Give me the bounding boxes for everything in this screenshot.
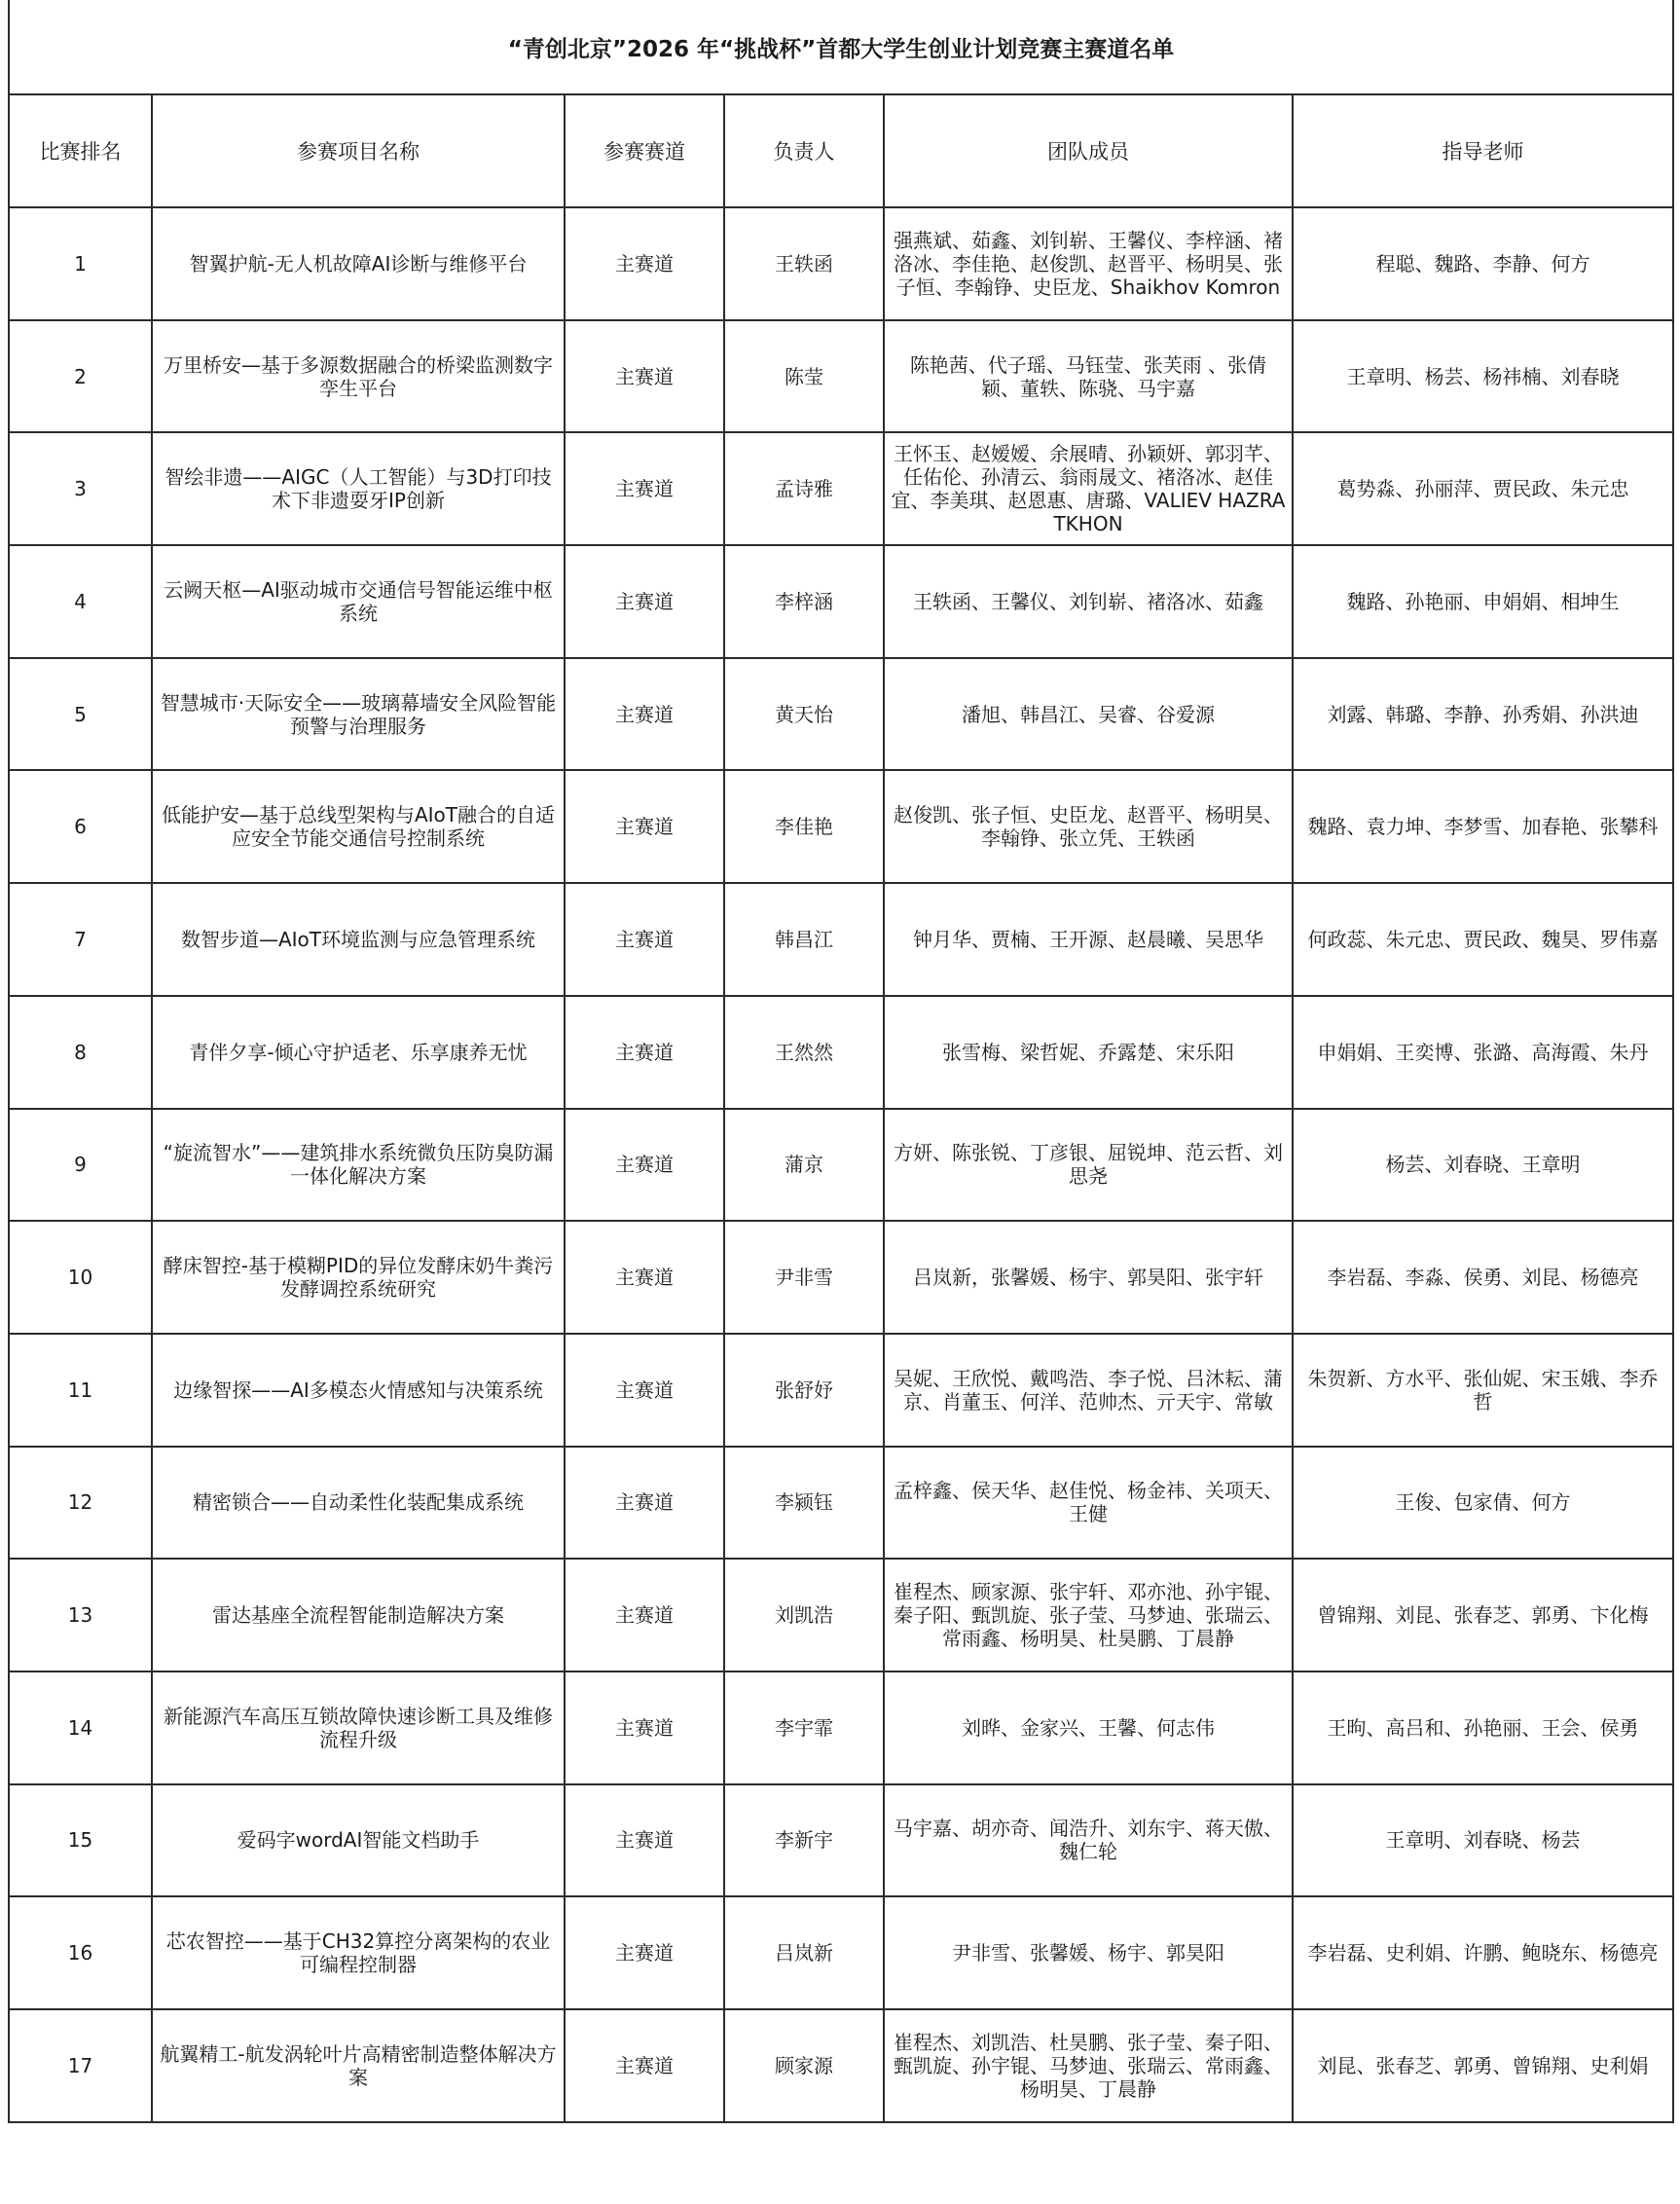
cell-rank: 14 bbox=[9, 1671, 152, 1784]
cell-project-name: 智翼护航-无人机故障AI诊断与维修平台 bbox=[152, 207, 565, 320]
cell-advisors: 曾锦翔、刘昆、张春芝、郭勇、卞化梅 bbox=[1293, 1559, 1673, 1671]
cell-team-members: 陈艳茜、代子瑶、马钰莹、张芙雨 、张倩颖、董轶、陈骁、马宇嘉 bbox=[884, 320, 1293, 433]
cell-project-name: 新能源汽车高压互锁故障快速诊断工具及维修流程升级 bbox=[152, 1671, 565, 1784]
cell-rank: 8 bbox=[9, 996, 152, 1109]
table-row bbox=[9, 1896, 1673, 2009]
cell-team-members: 赵俊凯、张子恒、史臣龙、赵晋平、杨明昊、李翰铮、张立凭、王轶函 bbox=[884, 770, 1293, 883]
cell-project-name: 数智步道—AIoT环境监测与应急管理系统 bbox=[152, 883, 565, 996]
cell-rank: 4 bbox=[9, 545, 152, 658]
cell-team-members: 强燕斌、茹鑫、刘钊崭、王馨仪、李梓涵、褚洛冰、李佳艳、赵俊凯、赵晋平、杨明昊、张子恒、李翰铮、史臣龙、Shaikhov Komron bbox=[884, 207, 1293, 320]
cell-team-members: 崔程杰、刘凯浩、杜昊鹏、张子莹、秦子阳、甄凯旋、孙宇锟、马梦迪、张瑞云、常雨鑫、杨明昊、丁晨静 bbox=[884, 2009, 1293, 2122]
cell-rank: 10 bbox=[9, 1221, 152, 1334]
table-row bbox=[9, 1334, 1673, 1447]
cell-project-name: 智慧城市·天际安全——玻璃幕墙安全风险智能预警与治理服务 bbox=[152, 658, 565, 771]
cell-team-members: 孟梓鑫、侯天华、赵佳悦、杨金祎、关项天、王健 bbox=[884, 1447, 1293, 1560]
cell-leader: 李佳艳 bbox=[724, 770, 884, 883]
cell-leader: 刘凯浩 bbox=[724, 1559, 884, 1671]
competition-list-table bbox=[8, 0, 1674, 2123]
cell-leader: 王然然 bbox=[724, 996, 884, 1109]
header-project: 参赛项目名称 bbox=[152, 94, 565, 207]
header-row bbox=[9, 94, 1673, 207]
header-track: 参赛赛道 bbox=[565, 94, 724, 207]
cell-project-name: 航翼精工-航发涡轮叶片高精密制造整体解决方案 bbox=[152, 2009, 565, 2122]
cell-track: 主赛道 bbox=[565, 1109, 724, 1222]
cell-track: 主赛道 bbox=[565, 1896, 724, 2009]
cell-team-members: 尹非雪、张馨媛、杨宇、郭昊阳 bbox=[884, 1896, 1293, 2009]
cell-rank: 13 bbox=[9, 1559, 152, 1671]
cell-advisors: 何政蕊、朱元忠、贾民政、魏昊、罗伟嘉 bbox=[1293, 883, 1673, 996]
cell-leader: 韩昌江 bbox=[724, 883, 884, 996]
cell-rank: 2 bbox=[9, 320, 152, 433]
cell-rank: 17 bbox=[9, 2009, 152, 2122]
cell-advisors: 杨芸、刘春晓、王章明 bbox=[1293, 1109, 1673, 1222]
cell-team-members: 张雪梅、梁哲妮、乔露楚、宋乐阳 bbox=[884, 996, 1293, 1109]
cell-team-members: 吴妮、王欣悦、戴鸣浩、李子悦、吕沐耘、蒲京、肖董玉、何洋、范帅杰、亓天宇、常敏 bbox=[884, 1334, 1293, 1447]
cell-track: 主赛道 bbox=[565, 1334, 724, 1447]
cell-project-name: 酵床智控-基于模糊PID的异位发酵床奶牛粪污发酵调控系统研究 bbox=[152, 1221, 565, 1334]
cell-rank: 16 bbox=[9, 1896, 152, 2009]
cell-advisors: 刘昆、张春芝、郭勇、曾锦翔、史利娟 bbox=[1293, 2009, 1673, 2122]
cell-advisors: 王章明、刘春晓、杨芸 bbox=[1293, 1784, 1673, 1897]
table-row bbox=[9, 432, 1673, 545]
cell-advisors: 李岩磊、李淼、侯勇、刘昆、杨德亮 bbox=[1293, 1221, 1673, 1334]
cell-project-name: 低能护安—基于总线型架构与AIoT融合的自适应安全节能交通信号控制系统 bbox=[152, 770, 565, 883]
header-leader: 负责人 bbox=[724, 94, 884, 207]
cell-leader: 顾家源 bbox=[724, 2009, 884, 2122]
cell-rank: 11 bbox=[9, 1334, 152, 1447]
cell-advisors: 王俊、包家倩、何方 bbox=[1293, 1447, 1673, 1560]
cell-team-members: 吕岚新，张馨媛、杨宇、郭昊阳、张宇轩 bbox=[884, 1221, 1293, 1334]
cell-track: 主赛道 bbox=[565, 1671, 724, 1784]
cell-advisors: 刘露、韩璐、李静、孙秀娟、孙洪迪 bbox=[1293, 658, 1673, 771]
table-row bbox=[9, 1559, 1673, 1671]
cell-track: 主赛道 bbox=[565, 1221, 724, 1334]
cell-leader: 李颍钰 bbox=[724, 1447, 884, 1560]
cell-leader: 孟诗雅 bbox=[724, 432, 884, 545]
cell-team-members: 王轶函、王馨仪、刘钊崭、褚洛冰、茹鑫 bbox=[884, 545, 1293, 658]
cell-track: 主赛道 bbox=[565, 2009, 724, 2122]
cell-advisors: 魏路、袁力坤、李梦雪、加春艳、张攀科 bbox=[1293, 770, 1673, 883]
cell-project-name: 雷达基座全流程智能制造解决方案 bbox=[152, 1559, 565, 1671]
cell-track: 主赛道 bbox=[565, 1447, 724, 1560]
cell-team-members: 方妍、陈张锐、丁彦银、屈锐坤、范云哲、刘思尧 bbox=[884, 1109, 1293, 1222]
cell-rank: 6 bbox=[9, 770, 152, 883]
cell-project-name: 边缘智探——AI多模态火情感知与决策系统 bbox=[152, 1334, 565, 1447]
cell-project-name: 青伴夕享-倾心守护适老、乐享康养无忧 bbox=[152, 996, 565, 1109]
cell-team-members: 刘晔、金家兴、王馨、何志伟 bbox=[884, 1671, 1293, 1784]
cell-track: 主赛道 bbox=[565, 883, 724, 996]
cell-advisors: 程聪、魏路、李静、何方 bbox=[1293, 207, 1673, 320]
cell-leader: 张舒妤 bbox=[724, 1334, 884, 1447]
table-row bbox=[9, 883, 1673, 996]
cell-project-name: 爱码字wordAI智能文档助手 bbox=[152, 1784, 565, 1897]
cell-track: 主赛道 bbox=[565, 1559, 724, 1671]
cell-advisors: 葛势淼、孙丽萍、贾民政、朱元忠 bbox=[1293, 432, 1673, 545]
cell-leader: 陈莹 bbox=[724, 320, 884, 433]
table-row bbox=[9, 1221, 1673, 1334]
header-rank: 比赛排名 bbox=[9, 94, 152, 207]
cell-track: 主赛道 bbox=[565, 432, 724, 545]
cell-team-members: 潘旭、韩昌江、吴睿、谷爱源 bbox=[884, 658, 1293, 771]
cell-project-name: 芯农智控——基于CH32算控分离架构的农业可编程控制器 bbox=[152, 1896, 565, 2009]
document-title: “青创北京”2026 年“挑战杯”首都大学生创业计划竞赛主赛道名单 bbox=[9, 0, 1673, 94]
cell-leader: 李新宇 bbox=[724, 1784, 884, 1897]
cell-rank: 15 bbox=[9, 1784, 152, 1897]
cell-advisors: 王章明、杨芸、杨祎楠、刘春晓 bbox=[1293, 320, 1673, 433]
cell-leader: 李宇霏 bbox=[724, 1671, 884, 1784]
cell-leader: 黄天怡 bbox=[724, 658, 884, 771]
cell-advisors: 李岩磊、史利娟、许鹏、鲍晓东、杨德亮 bbox=[1293, 1896, 1673, 2009]
table-row bbox=[9, 320, 1673, 433]
table-row bbox=[9, 2009, 1673, 2122]
table-row bbox=[9, 207, 1673, 320]
cell-leader: 王轶函 bbox=[724, 207, 884, 320]
cell-track: 主赛道 bbox=[565, 1784, 724, 1897]
cell-project-name: 精密锁合——自动柔性化装配集成系统 bbox=[152, 1447, 565, 1560]
table-row bbox=[9, 1671, 1673, 1784]
cell-rank: 9 bbox=[9, 1109, 152, 1222]
cell-project-name: “旋流智水”——建筑排水系统微负压防臭防漏一体化解决方案 bbox=[152, 1109, 565, 1222]
cell-team-members: 马宇嘉、胡亦奇、闻浩升、刘东宇、蒋天傲、魏仁轮 bbox=[884, 1784, 1293, 1897]
table-row bbox=[9, 1447, 1673, 1560]
cell-leader: 蒲京 bbox=[724, 1109, 884, 1222]
cell-track: 主赛道 bbox=[565, 207, 724, 320]
cell-track: 主赛道 bbox=[565, 320, 724, 433]
cell-leader: 吕岚新 bbox=[724, 1896, 884, 2009]
cell-track: 主赛道 bbox=[565, 545, 724, 658]
table-row bbox=[9, 1109, 1673, 1222]
cell-team-members: 崔程杰、顾家源、张宇轩、邓亦池、孙宇锟、秦子阳、甄凯旋、张子莹、马梦迪、张瑞云、常雨鑫、杨明昊、杜昊鹏、丁晨静 bbox=[884, 1559, 1293, 1671]
cell-team-members: 王怀玉、赵嫒嫒、余展晴、孙颖妍、郭羽芊、任佑伦、孙清云、翁雨晟文、褚洛冰、赵佳宜、李美琪、赵恩惠、唐璐、VALIEV HAZRATKHON bbox=[884, 432, 1293, 545]
cell-track: 主赛道 bbox=[565, 996, 724, 1109]
cell-project-name: 智绘非遗——AIGC（人工智能）与3D打印技术下非遗耍牙IP创新 bbox=[152, 432, 565, 545]
cell-rank: 3 bbox=[9, 432, 152, 545]
table-row bbox=[9, 1784, 1673, 1897]
cell-advisors: 朱贺新、方水平、张仙妮、宋玉娥、李乔哲 bbox=[1293, 1334, 1673, 1447]
table-row bbox=[9, 996, 1673, 1109]
cell-track: 主赛道 bbox=[565, 658, 724, 771]
header-advisors: 指导老师 bbox=[1293, 94, 1673, 207]
table-row bbox=[9, 770, 1673, 883]
cell-project-name: 万里桥安—基于多源数据融合的桥梁监测数字孪生平台 bbox=[152, 320, 565, 433]
cell-rank: 12 bbox=[9, 1447, 152, 1560]
cell-project-name: 云阙天枢—AI驱动城市交通信号智能运维中枢系统 bbox=[152, 545, 565, 658]
table-row bbox=[9, 545, 1673, 658]
cell-rank: 7 bbox=[9, 883, 152, 996]
cell-team-members: 钟月华、贾楠、王开源、赵晨曦、吴思华 bbox=[884, 883, 1293, 996]
cell-advisors: 申娟娟、王奕博、张潞、高海霞、朱丹 bbox=[1293, 996, 1673, 1109]
table-body bbox=[9, 207, 1673, 2122]
cell-advisors: 王昫、高吕和、孙艳丽、王会、侯勇 bbox=[1293, 1671, 1673, 1784]
cell-rank: 1 bbox=[9, 207, 152, 320]
cell-leader: 李梓涵 bbox=[724, 545, 884, 658]
table-row bbox=[9, 658, 1673, 771]
title-row bbox=[9, 0, 1673, 94]
cell-advisors: 魏路、孙艳丽、申娟娟、相坤生 bbox=[1293, 545, 1673, 658]
cell-track: 主赛道 bbox=[565, 770, 724, 883]
cell-leader: 尹非雪 bbox=[724, 1221, 884, 1334]
cell-rank: 5 bbox=[9, 658, 152, 771]
header-members: 团队成员 bbox=[884, 94, 1293, 207]
